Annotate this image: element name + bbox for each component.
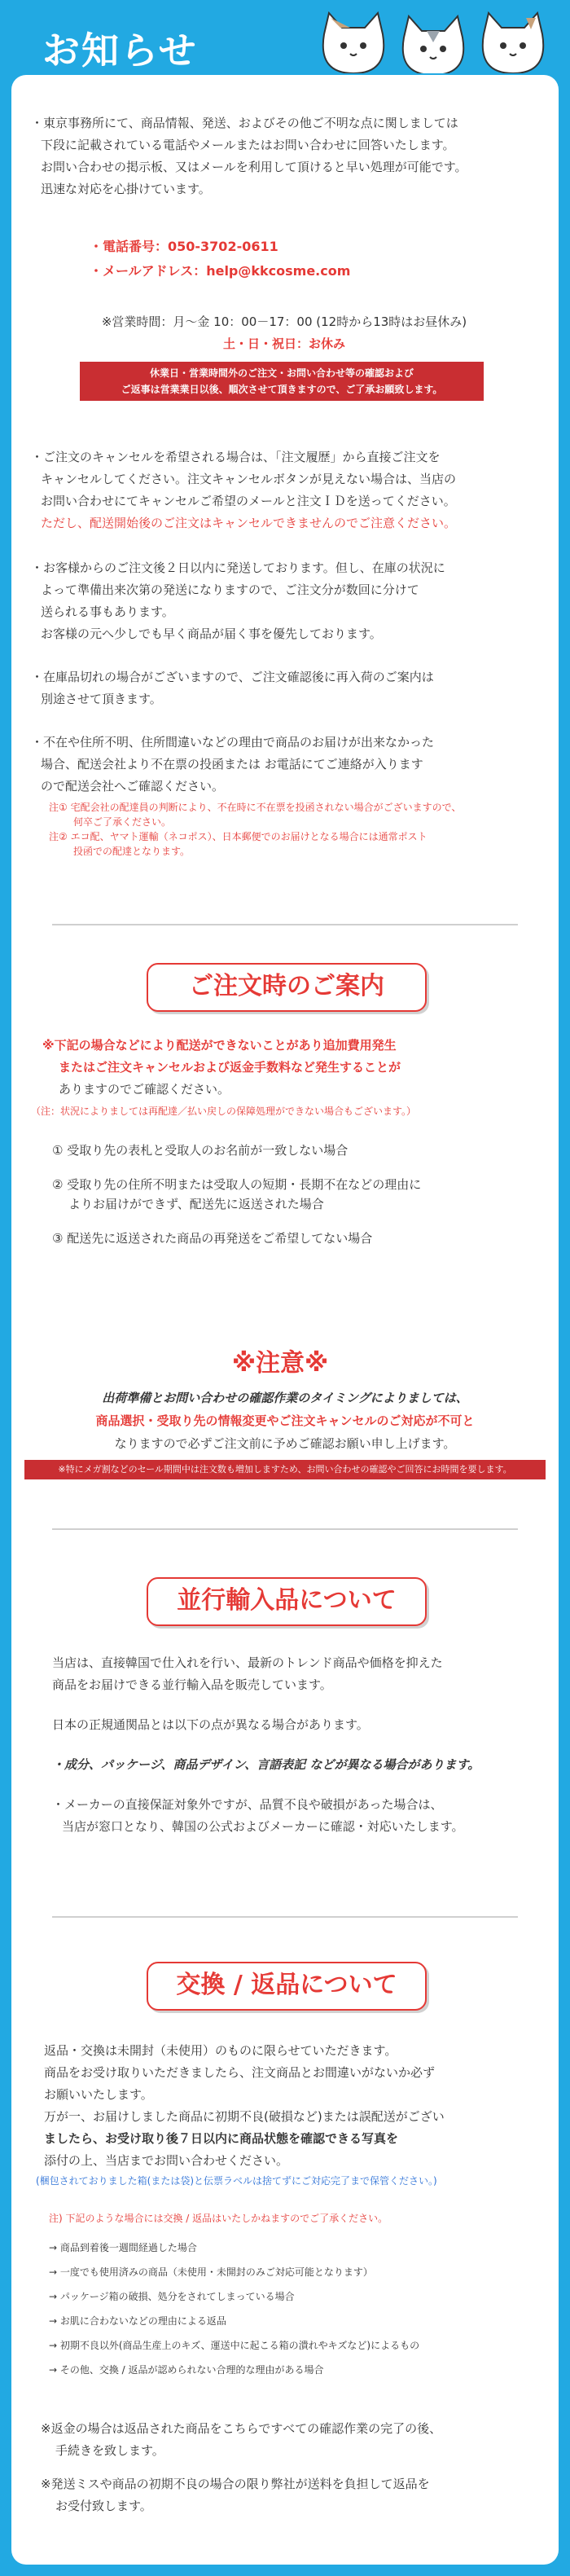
parallel-line: ・成分、パッケージ、商品デザイン、言語表記 などが異なる場合があります。: [52, 1757, 480, 1772]
returns-line: お願いいたします。: [44, 2087, 153, 2102]
notice-line: ただし、配送開始後のご注文はキャンセルできませんのでご注意ください。: [41, 516, 457, 530]
closed-days: 土・日・祝日：お休み: [222, 336, 345, 351]
order-warning: [31, 1035, 547, 1119]
returns-line: 添付の上、当店までお問い合わせください。: [44, 2153, 289, 2168]
attention-line: 出荷準備とお問い合わせの確認作業のタイミングによりましては、: [102, 1391, 468, 1405]
order-note: （注：状況によりましては再配達／払い戻しの保障処理ができない場合もございます。）: [31, 1106, 417, 1117]
delivery-notes: [49, 800, 554, 859]
divider: [52, 1916, 518, 1918]
divider: [52, 1528, 518, 1530]
notice-line: お問い合わせにてキャンセルご希望のメールと注文ＩＤを送ってください。: [41, 494, 456, 508]
note-line: 何卒ご了承ください。: [73, 816, 172, 828]
case-item: よりお届けができず、配送先に返送された場合: [68, 1197, 324, 1211]
notice-absence: [31, 732, 552, 798]
content-card: [11, 75, 559, 2565]
returns-line: 万が一、お届けしました商品に初期不良(破損など)または誤配送がござい: [44, 2109, 445, 2124]
order-warning-line: またはご注文キャンセルおよび返金手数料など発生することが: [59, 1060, 401, 1075]
order-cases: [52, 1141, 541, 1248]
attention-text: [28, 1387, 542, 1455]
exclusion-item: → パッケージ箱の破損、処分をされてしまっている場合: [49, 2291, 295, 2302]
hours-text: ※営業時間：月～金 10：00－17：00 (12時から13時はお昼休み): [101, 314, 467, 329]
parallel-text: [52, 1652, 541, 1838]
page-title: お知らせ: [42, 29, 198, 73]
note-line: 投函での配達となります。: [73, 846, 191, 857]
refund-notes: [41, 2418, 546, 2517]
refund-line: お受付致します。: [55, 2499, 152, 2513]
contact-info: [90, 235, 350, 284]
intro-line: 迅速な対応を心掛けています。: [41, 182, 211, 196]
phone-number[interactable]: ・電話番号：050-3702-0611: [90, 239, 278, 254]
parallel-section-title: 並行輸入品について: [147, 1577, 427, 1626]
notice-line: ・ご注文のキャンセルを希望される場合は、「注文履歴」から直接ご注文を: [31, 450, 441, 464]
attention-line: 商品選択・受取り先の情報変更やご注文キャンセルのご対応が不可と: [95, 1413, 475, 1428]
divider: [52, 924, 518, 925]
refund-line: 手続きを致します。: [55, 2443, 164, 2458]
order-section-title: ご注文時のご案内: [147, 963, 427, 1012]
case-item: ① 受取り先の表札と受取人のお名前が一致しない場合: [52, 1143, 349, 1158]
returns-line: 返品・交換は未開封（未使用）のものに限らせていただきます。: [44, 2043, 397, 2058]
cats-illustration: [316, 2, 552, 73]
banner-line: ご返事は営業業日以後、順次させて頂きますので、ご了承お願致します。: [121, 384, 443, 395]
returns-line: 商品をお受け取りいただきましたら、注文商品とお間違いがないか必ず: [44, 2065, 436, 2080]
exclusion-item: → その他、交換 / 返品が認められない合理的な理由がある場合: [49, 2364, 324, 2376]
notice-line: よって準備出来次第の発送になりますので、ご注文分が数回に分けて: [41, 582, 419, 597]
order-warning-line: ありますのでご確認ください。: [59, 1082, 230, 1097]
cat-icon: [323, 13, 384, 73]
case-item: ③ 配送先に返送された商品の再発送をご希望してない場合: [52, 1231, 373, 1246]
notice-line: 別途させて頂きます。: [41, 692, 162, 706]
returns-text: [36, 2040, 549, 2188]
attention-label: ※注意※: [231, 1349, 329, 1378]
exclusion-item: → 商品到着後一週間経過した場合: [49, 2242, 197, 2253]
returns-line: ましたら、お受け取り後７日以内に商品状態を確認できる写真を: [44, 2131, 399, 2146]
notice-line: 送られる事もあります。: [41, 604, 174, 619]
refund-line: ※発送ミスや商品の初期不良の場合の限り弊社が送料を負担して返品を: [41, 2477, 430, 2491]
mail-address[interactable]: ・メールアドレス：help@kkcosme.com: [90, 263, 351, 279]
exclusion-item: → 初期不良以外(商品生産上のキズ、運送中に起こる箱の潰れやキズなど)によるもの: [49, 2340, 420, 2351]
notice-line: キャンセルしてください。注文キャンセルボタンが見えない場合は、当店の: [41, 472, 457, 486]
order-warning-line: ※下記の場合などにより配送ができないことがあり追加費用発生: [42, 1038, 397, 1053]
returns-exclusions: [49, 2235, 554, 2382]
parallel-line: 日本の正規通関品とは以下の点が異なる場合があります。: [52, 1717, 369, 1732]
intro-section: [31, 112, 544, 200]
cat-icon: [483, 13, 543, 73]
business-hours: [52, 311, 516, 355]
note-line: 注② エコ配、ヤマト運輸（ネコポス）、日本郵便でのお届けとなる場合には通常ポスト: [49, 831, 428, 842]
sale-notice-banner: ※特にメガ割などのセール期間中は注文数も増加しますため、お問い合わせの確認やご回答にお時間を要します。: [24, 1460, 546, 1479]
intro-line: 下段に記載されている電話やメールまたはお問い合わせに回答いたします。: [41, 138, 455, 152]
parallel-line: 当店は、直接韓国で仕入れを行い、最新のトレンド商品や価格を抑えた: [52, 1655, 443, 1670]
exclusion-item: → 一度でも使用済みの商品（未使用・未開封のみご対応可能となります）: [49, 2266, 373, 2278]
returns-note: (梱包されておりました箱(または袋)と伝票ラベルは捨てずにご対応完了まで保管ください。): [36, 2175, 437, 2187]
notice-stock: [31, 666, 552, 710]
notice-line: 場合、配送会社より不在票の投函または お電話にてご連絡が入ります: [41, 757, 423, 771]
note-line: 注① 宅配会社の配達員の判断により、不在時に不在票を投函されない場合がございますので、: [49, 802, 462, 813]
banner-line: 休業日・営業時間外のご注文・お問い合わせ等の確認および: [149, 367, 414, 379]
notice-shipping: [31, 557, 552, 645]
case-item: ② 受取り先の住所不明または受取人の短期・長期不在などの理由に: [52, 1177, 422, 1192]
refund-line: ※返金の場合は返品された商品をこちらですべての確認作業の完了の後、: [41, 2421, 442, 2436]
notice-line: ・不在や住所不明、住所間違いなどの理由で商品のお届けが出来なかった: [31, 735, 435, 750]
notice-cancel: [31, 446, 552, 534]
returns-condition: 注) 下記のような場合には交換 / 返品はいたしかねますのでご了承ください。: [49, 2213, 388, 2224]
holiday-notice-banner: [80, 362, 484, 401]
intro-line: ・東京事務所にて、商品情報、発送、およびその他ご不明な点に関しましては: [31, 116, 458, 130]
exclusion-item: → お肌に合わないなどの理由による返品: [49, 2315, 226, 2327]
page-header: [0, 0, 570, 75]
parallel-line: 当店が窓口となり、韓国の公式およびメーカーに確認・対応いたします。: [62, 1819, 464, 1834]
notice-line: ので配送会社へご確認ください。: [41, 779, 225, 793]
returns-section-title: 交換 / 返品について: [147, 1962, 427, 2011]
cat-icon: [403, 16, 463, 73]
notice-line: ・お客様からのご注文後２日以内に発送しております。但し、在庫の状況に: [31, 560, 445, 575]
parallel-line: 商品をお届けできる並行輸入品を販売しています。: [52, 1677, 332, 1692]
notice-line: お客様の元へ少しでも早く商品が届く事を優先しております。: [41, 626, 382, 641]
intro-line: お問い合わせの掲示板、又はメールを利用して頂けると早い処理が可能です。: [41, 160, 467, 174]
parallel-line: ・メーカーの直接保証対象外ですが、品質不良や破損があった場合は、: [52, 1797, 443, 1812]
notice-line: ・在庫品切れの場合がございますので、ご注文確認後に再入荷のご案内は: [31, 670, 434, 684]
attention-line: なりますので必ずご注文前に予めご確認お願い申し上げます。: [114, 1436, 456, 1451]
